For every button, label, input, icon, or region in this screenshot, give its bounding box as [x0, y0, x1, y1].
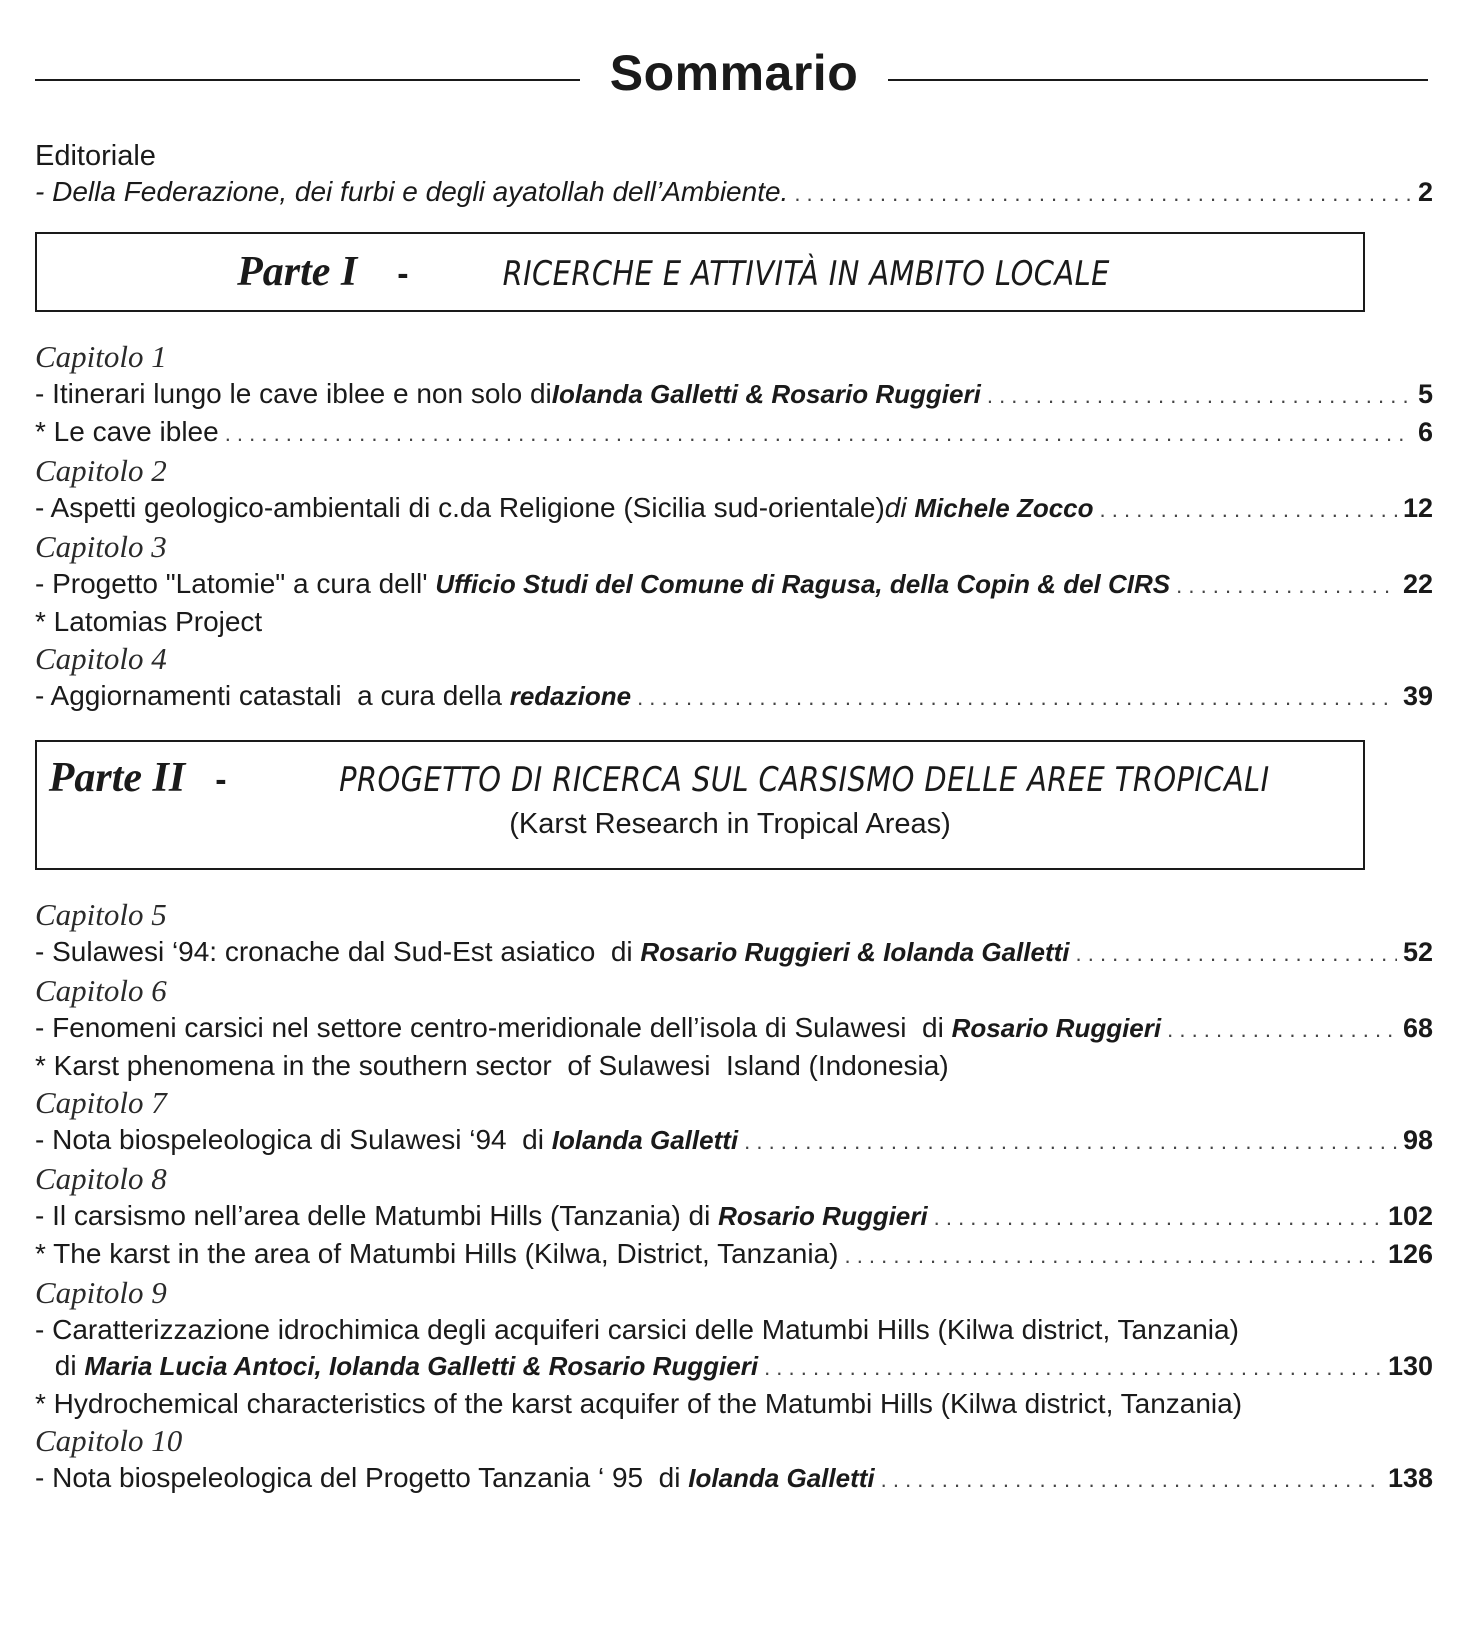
toc-entry: [35, 1122, 1433, 1160]
toc-entry: [35, 1460, 1433, 1498]
page-number: 126: [1387, 1239, 1433, 1269]
page-number: 98: [1402, 1125, 1433, 1155]
leader-dots: [764, 1350, 1382, 1386]
chapter-label: Capitolo 9: [35, 1275, 167, 1310]
chapter-label: Capitolo 3: [35, 529, 167, 564]
entry-title: - Sulawesi ‘94: cronache dal Sud-Est asiatico di: [35, 936, 641, 967]
editoriale-label: Editoriale: [35, 140, 156, 172]
toc-entry: [35, 1198, 1433, 1236]
entry-author: Michele Zocco: [914, 493, 1094, 523]
part-name: Parte II: [48, 755, 186, 801]
entry-translation: * Hydrochemical characteristics of the karst acquifer of the Matumbi Hills (Kilwa district, Tanzania): [35, 1388, 1243, 1419]
part-subtitle: (Karst Research in Tropical Areas): [509, 808, 951, 840]
entry-author: Iolanda Galletti & Rosario Ruggieri: [551, 379, 981, 409]
chapter-label: Capitolo 2: [35, 453, 167, 488]
chapter-label: Capitolo 5: [35, 897, 167, 932]
toc-entry: [35, 1010, 1433, 1048]
entry-author: Ufficio Studi del Comune di Ragusa, della Copin & del CIRS: [435, 569, 1171, 599]
page-number: 39: [1402, 681, 1433, 711]
editoriale-section: [35, 138, 1433, 212]
page-number: 130: [1387, 1351, 1433, 1381]
entry-author: Rosario Ruggieri: [718, 1201, 928, 1231]
entry-translation: * Karst phenomena in the southern sector of Sulawesi Island (Indonesia): [35, 1050, 949, 1081]
leader-dots: [987, 378, 1412, 414]
entry-title: - Aggiornamenti catastali a cura della: [35, 680, 510, 711]
leader-dots: [637, 680, 1397, 716]
leader-dots: [1100, 492, 1397, 528]
part-1-chapters: [35, 338, 1433, 716]
chapter-label: Capitolo 1: [35, 339, 167, 374]
toc-entry: [35, 174, 1433, 212]
entry-title: - Progetto "Latomie" a cura dell': [35, 568, 436, 599]
chapter-label: Capitolo 8: [35, 1161, 167, 1196]
leader-dots: [934, 1200, 1382, 1236]
entry-title: - Aspetti geologico-ambientali di c.da Religione (Sicilia sud-orientale): [35, 492, 885, 523]
toc-entry: [35, 414, 1433, 452]
header: [35, 40, 1433, 120]
page-number: 12: [1402, 493, 1433, 523]
table-of-contents: [35, 40, 1433, 1498]
entry-author: redazione: [509, 681, 632, 711]
page-number: 5: [1417, 379, 1433, 409]
entry-prefix: di: [47, 1350, 85, 1381]
page-number: 102: [1387, 1201, 1433, 1231]
page-number: 138: [1387, 1463, 1433, 1493]
part-1-box: [35, 232, 1365, 312]
toc-entry: [35, 934, 1433, 972]
leader-dots: [794, 176, 1412, 212]
toc-entry: [35, 678, 1433, 716]
leader-dots: [1167, 1012, 1397, 1048]
chapter-label: Capitolo 6: [35, 973, 167, 1008]
leader-dots: [1076, 936, 1397, 972]
entry-title: - Nota biospeleologica del Progetto Tanzania ‘ 95 di: [35, 1462, 689, 1493]
chapter-label: Capitolo 4: [35, 641, 167, 676]
entry-title: * The karst in the area of Matumbi Hills (Kilwa, District, Tanzania): [35, 1238, 839, 1269]
entry-title: * Le cave iblee: [35, 416, 219, 447]
toc-entry: [35, 1348, 1433, 1386]
page-title: Sommario: [609, 45, 859, 101]
header-rule-right: [888, 79, 1428, 81]
entry-author: Maria Lucia Antoci, Iolanda Galletti & Rosario Ruggieri: [84, 1351, 759, 1381]
toc-entry: [35, 490, 1433, 528]
leader-dots: [881, 1462, 1382, 1498]
entry-author: Rosario Ruggieri & Iolanda Galletti: [640, 937, 1070, 967]
leader-dots: [744, 1124, 1397, 1160]
leader-dots: [844, 1238, 1381, 1274]
entry-prefix: di: [884, 492, 915, 523]
entry-author: Iolanda Galletti: [551, 1125, 739, 1155]
entry-author: Rosario Ruggieri: [951, 1013, 1162, 1043]
page-number: 52: [1402, 937, 1433, 967]
leader-dots: [1176, 568, 1397, 604]
part-2-chapters: [35, 896, 1433, 1498]
part-title: RICERCHE E ATTIVITÀ IN AMBITO LOCALE: [502, 254, 1110, 294]
entry-title: - Nota biospeleologica di Sulawesi ‘94 di: [35, 1124, 552, 1155]
leader-dots: [225, 416, 1412, 452]
entry-title: - Fenomeni carsici nel settore centro-meridionale dell’isola di Sulawesi di: [35, 1012, 952, 1043]
chapter-label: Capitolo 7: [35, 1085, 167, 1120]
toc-entry: [35, 376, 1433, 414]
part-title: PROGETTO DI RICERCA SUL CARSISMO DELLE AREE TROPICALI: [338, 760, 1270, 800]
part-name: Parte I: [237, 249, 358, 295]
page-number: 6: [1417, 417, 1433, 447]
page-number: 22: [1402, 569, 1433, 599]
page-number: 68: [1402, 1013, 1433, 1043]
chapter-label: Capitolo 10: [35, 1423, 183, 1458]
page-number: 2: [1417, 177, 1433, 207]
part-dash: -: [215, 761, 227, 799]
toc-entry: [35, 1236, 1433, 1274]
entry-title: - Il carsismo nell’area delle Matumbi Hills (Tanzania) di: [35, 1200, 719, 1231]
part-dash: -: [397, 255, 409, 293]
entry-translation: * Latomias Project: [35, 606, 263, 637]
entry-author: Iolanda Galletti: [688, 1463, 875, 1493]
part-2-box: [35, 740, 1365, 870]
entry-title: - Della Federazione, dei furbi e degli ayatollah dell’Ambiente.: [35, 176, 789, 207]
entry-title: - Caratterizzazione idrochimica degli acquiferi carsici delle Matumbi Hills (Kilwa district, Tanzania): [35, 1314, 1239, 1345]
toc-entry: [35, 566, 1433, 604]
entry-title: - Itinerari lungo le cave iblee e non solo di: [35, 378, 552, 409]
